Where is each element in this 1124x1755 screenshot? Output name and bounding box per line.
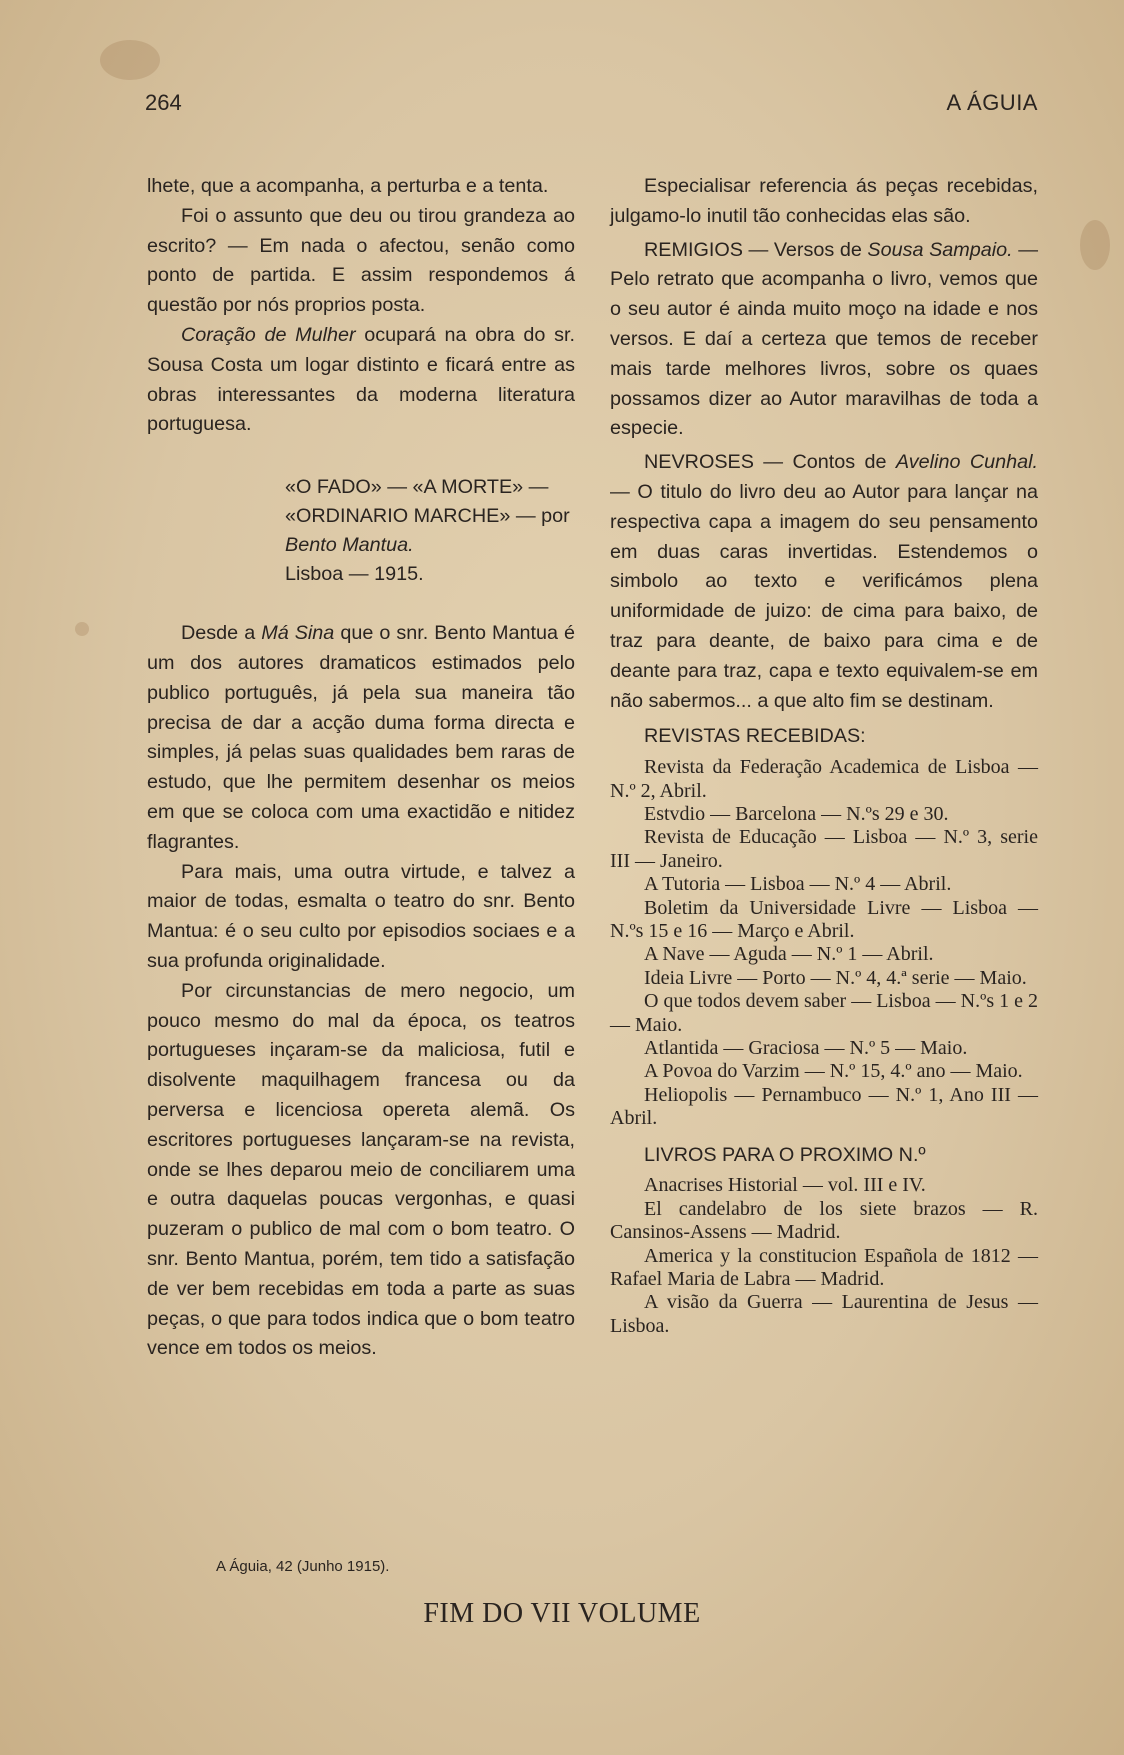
list-item: Revista da Federação Academica de Lisboa — N.º 2, Abril. (610, 756, 1038, 802)
author-name: Sousa Sampaio. (867, 238, 1013, 261)
list-item: O que todos devem saber — Lisboa — N.ºs 1 e 2 — Maio. (610, 990, 1038, 1036)
page-number: 264 (145, 90, 182, 115)
list-item: Estvdio — Barcelona — N.ºs 29 e 30. (644, 802, 949, 825)
paragraph: Especialisar referencia ás peças recebidas, julgamo-lo inutil tão conhecidas elas são. (610, 175, 1038, 227)
author-name: Bento Mantua. (285, 534, 414, 557)
paragraph: Por circunstancias de mero negocio, um pouco mesmo do mal da época, os teatros portugueses inçaram-se da maliciosa, futil e disolvente maquilhagem francesa ou da perversa e licenciosa opereta alemã. Os escritores portugueses lançaram-se na revista, onde se lhes deparou meio de conciliarem uma e outra daquelas poucas vergonhas, e quasi puzeram o publico de mal com o bom teatro. O snr. Bento Mantua, porém, tem tido a satisfação de ver bem recebidas em toda a parte as suas peças, o que para todos indica que o bom teatro vence em todos os meios. (147, 979, 575, 1360)
paper-stain (1080, 220, 1110, 270)
review-heading: «O FADO» — «A MORTE» — «ORDINARIO MARCHE» — por Bento Mantua. Lisboa — 1915. (285, 476, 570, 586)
review-nevroses: NEVROSES — Contos de Avelino Cunhal. — O titulo do livro deu ao Autor para lançar na respectiva capa a imagem do seu pensamento em duas caras invertidas. Estendemos o simbolo ao texto e verificámos plena uniformidade de juizo: de cima para baixo, de traz para deante, de baixo para cima e de deante para traz, capa e texto equivalem-se em não sabermos... a que alto fim se destinam. (610, 451, 1039, 712)
paragraph: Desde a Má Sina que o snr. Bento Mantua é um dos autores dramaticos estimados pelo publico português, já pela sua maneira tão precisa de dar a acção duma forma directa e simples, já pelas suas qualidades bem raras de estudo, que lhe permitem desenhar os meios em que se coloca com uma exactidão e nitidez flagrantes. (147, 622, 575, 853)
list-item: A Nave — Aguda — N.º 1 — Abril. (644, 943, 934, 966)
list-item: Boletim da Universidade Livre — Lisboa — N.ºs 15 e 16 — Março e Abril. (610, 896, 1038, 942)
left-column (147, 172, 575, 1364)
paragraph: Coração de Mulher ocupará na obra do sr. Sousa Costa um logar distinto e ficará entre as obras interessantes da moderna literatura portuguesa. (147, 323, 575, 436)
source-citation: A Águia, 42 (Junho 1915). (216, 1558, 390, 1575)
running-title: A ÁGUIA (946, 90, 1038, 115)
review-remigios: REMIGIOS — Versos de Sousa Sampaio. — Pelo retrato que acompanha o livro, vemos que o seu autor é ainda muito moço na idade e nos versos. E daí a certeza que temos de receber mais tarde melhores livros, sobre os quaes possamos dizer ao Autor maravilhas de toda a especie. (610, 238, 1038, 440)
list-item: A Tutoria — Lisboa — N.º 4 — Abril. (644, 873, 952, 896)
section-heading-revistas: REVISTAS RECEBIDAS: (644, 725, 866, 748)
play-title: Má Sina (261, 622, 335, 645)
list-item: El candelabro de los siete brazos — R. Cansinos-Assens — Madrid. (610, 1197, 1038, 1244)
paragraph: Foi o assunto que deu ou tirou grandeza ao escrito? — Em nada o afectou, senão como ponto de partida. E assim respondemos á questão por nós proprios posta. (147, 204, 575, 317)
list-item: A Povoa do Varzim — N.º 15, 4.º ano — Maio. (644, 1060, 1023, 1083)
book-title: Coração de Mulher (181, 323, 356, 346)
list-item: Heliopolis — Pernambuco — N.º 1, Ano III — Abril. (610, 1083, 1038, 1130)
list-item: Ideia Livre — Porto — N.º 4, 4.ª serie — Maio. (644, 966, 1027, 989)
list-item: Revista de Educação — Lisboa — N.º 3, serie III — Janeiro. (610, 826, 1038, 872)
volume-end-title: FIM DO VII VOLUME (423, 1598, 701, 1629)
right-column (610, 172, 1038, 1338)
revistas-list (610, 756, 1038, 1131)
livros-list (610, 1174, 1038, 1338)
list-item: A visão da Guerra — Laurentina de Jesus — Lisboa. (610, 1291, 1038, 1337)
paper-stain (75, 622, 89, 636)
author-name: Avelino Cunhal. (895, 451, 1039, 474)
paper-stain (100, 40, 160, 80)
page-header (145, 90, 1038, 120)
section-heading-livros: LIVROS PARA O PROXIMO N.º (644, 1143, 926, 1166)
list-item: Atlantida — Graciosa — N.º 5 — Maio. (644, 1037, 968, 1060)
list-item: Anacrises Historial — vol. III e IV. (644, 1174, 926, 1197)
list-item: America y la constitucion Española de 1812 — Rafael Maria de Labra — Madrid. (610, 1244, 1038, 1291)
paragraph: Para mais, uma outra virtude, e talvez a maior de todas, esmalta o teatro do snr. Bento Mantua: é o seu culto por episodios sociaes e a sua profunda originalidade. (147, 860, 575, 972)
paragraph: lhete, que a acompanha, a perturba e a tenta. (147, 175, 549, 197)
